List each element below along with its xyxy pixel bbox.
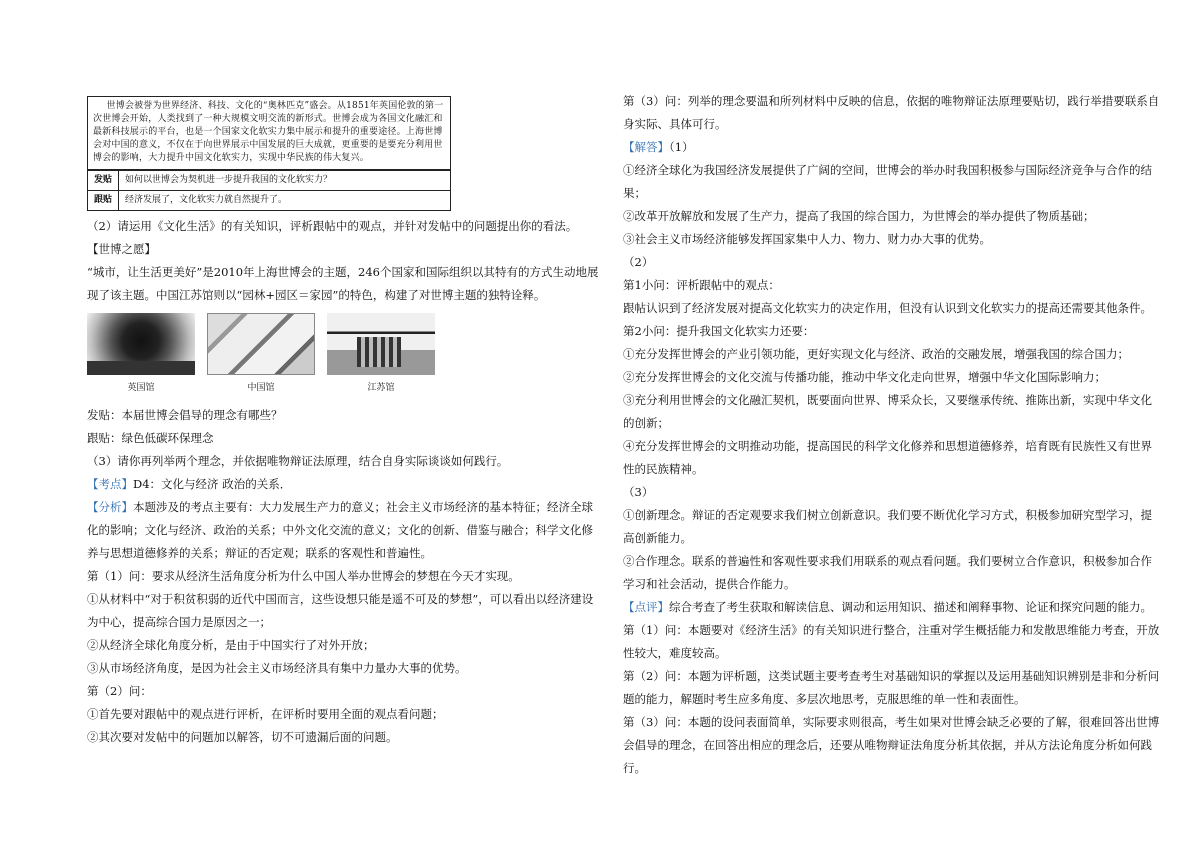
kaodian-line — [87, 473, 601, 496]
china-pavilion-image — [207, 313, 315, 375]
analysis-point: ②从经济全球化角度分析，是由于中国实行了对外开放； — [87, 638, 375, 652]
post-line: 发贴：本届世博会倡导的理念有哪些？ — [87, 408, 283, 422]
passage-row-text: 如何以世博会为契机进一步提升我国的文化软实力？ — [125, 175, 333, 185]
passage-row-label: 跟贴 — [88, 191, 119, 210]
answer-point: ②改革开放解放和发展了生产力，提高了我国的综合国力，为世博会的举办提供了物质基础； — [623, 209, 1095, 223]
pavilion-photos — [87, 313, 601, 400]
fenxi-tag: 【分析】 — [87, 500, 133, 514]
analysis-point: ②其次要对发帖中的问题加以解答，切不可遗漏后面的问题。 — [87, 730, 398, 744]
analysis-point: ③从市场经济角度，是因为社会主义市场经济具有集中力量办大事的优势。 — [87, 661, 467, 675]
analysis-q3: 第（3）问：列举的理念要温和所列材料中反映的信息，依据的唯物辩证法原理要贴切，践行举措要联系自身实际、具体可行。 — [623, 94, 1160, 131]
jieda-text: （1） — [669, 140, 694, 154]
photo-caption: 英国馆 — [127, 383, 155, 393]
analysis-q2: 第（2）问： — [87, 684, 152, 698]
photo-caption: 中国馆 — [247, 383, 275, 393]
photo-uk-pavilion — [87, 313, 195, 400]
scanned-passage-box — [87, 96, 451, 211]
question-3: （3）请你再列举两个理念，并依据唯物辩证法原理，结合自身实际谈谈如何践行。 — [87, 454, 509, 468]
analysis-point: ①首先要对跟帖中的观点进行评析，在评析时要用全面的观点看问题； — [87, 707, 444, 721]
photo-china-pavilion — [207, 313, 315, 400]
comment-q2: 第（2）问：本题为评析题，这类试题主要考查考生对基础知识的掌握以及运用基础知识辨别是非和分析问题的能力，解题时考生应多角度、多层次地思考，克服思维的单一性和表面性。 — [623, 669, 1160, 706]
answer-part-3: （3） — [623, 485, 654, 499]
kaodian-tag: 【考点】 — [87, 477, 133, 491]
comment-q1: 第（1）问：本题要对《经济生活》的有关知识进行整合，注重对学生概括能力和发散思维能力考查，开放性较大，难度较高。 — [623, 623, 1160, 660]
dianping-text: 综合考查了考生获取和解读信息、调动和运用知识、描述和阐释事物、论证和探究问题的能力。 — [669, 600, 1152, 614]
fenxi-text: 本题涉及的考点主要有：大力发展生产力的意义；社会主义市场经济的基本特征；经济全球化的影响；文化与经济、政治的关系；中外文化交流的意义；文化的创新、借鉴与融合；科学文化修养与思想道德修养的关系；辩证的否定观；联系的客观性和普遍性。 — [87, 500, 593, 560]
photo-jiangsu-pavilion — [327, 313, 435, 400]
answer-point: ①创新理念。辩证的否定观要求我们树立创新意识。我们要不断优化学习方式，积极参加研究型学习，提高创新能力。 — [623, 508, 1152, 545]
section-heading: 【世博之愿】 — [87, 242, 156, 256]
analysis-point: ①从材料中“对于积贫积弱的近代中国而言，这些设想只能是遥不可及的梦想”，可以看出以经济建设为中心，提高综合国力是原因之一； — [87, 592, 594, 629]
left-column — [87, 90, 601, 749]
passage-row-reply — [88, 190, 450, 210]
answer-point: ①经济全球化为我国经济发展提供了广阔的空间，世博会的举办时我国积极参与国际经济竞争与合作的结果； — [623, 163, 1152, 200]
uk-pavilion-image — [87, 313, 195, 375]
answer-point: ④充分发挥世博会的文明推动功能，提高国民的科学文化修养和思想道德修养，培育既有民族性又有世界性的民族精神。 — [623, 439, 1152, 476]
answer-point: ②充分发挥世博会的文化交流与传播功能，推动中华文化走向世界，增强中华文化国际影响力； — [623, 370, 1106, 384]
right-column — [623, 90, 1163, 780]
answer-point: ②合作理念。联系的普遍性和客观性要求我们用联系的观点看问题。我们要树立合作意识，积极参加合作学习和社会活动，提供合作能力。 — [623, 554, 1152, 591]
passage-body: 世博会被誉为世界经济、科技、文化的“奥林匹克”盛会。从1851年英国伦敦的第一次世博会开始，人类找到了一种大规模文明交流的新形式。世博会成为各国文化融汇和最新科技展示的平台，也是一个国家文化软实力集中展示和提升的重要途径。上海世博会对中国的意义，不仅在于向世界展示中国发展的巨大成就，更重要的是要充分利用世博会的影响，大力提升中国文化软实力，实现中华民族的伟大复兴。 — [88, 97, 450, 170]
jieda-line — [623, 136, 1163, 159]
photo-caption: 江苏馆 — [367, 383, 395, 393]
dianping-tag: 【点评】 — [623, 600, 669, 614]
answer-point: 跟帖认识到了经济发展对提高文化软实力的决定作用，但没有认识到文化软实力的提高还需要其他条件。 — [623, 301, 1152, 315]
answer-subq1: 第1小问：评析跟帖中的观点： — [623, 278, 780, 292]
question-2: （2）请运用《文化生活》的有关知识，评析跟帖中的观点，并针对发帖中的问题提出你的看法。 — [87, 219, 578, 233]
passage-row-text: 经济发展了，文化软实力就自然提升了。 — [125, 195, 288, 205]
fenxi-line — [87, 496, 601, 565]
answer-point: ③充分利用世博会的文化融汇契机，既要面向世界、博采众长，又要继承传统、推陈出新，实现中华文化的创新； — [623, 393, 1152, 430]
analysis-q1: 第（1）问：要求从经济生活角度分析为什么中国人举办世博会的梦想在今天才实现。 — [87, 569, 520, 583]
jiangsu-pavilion-image — [327, 313, 435, 375]
dianping-line — [623, 596, 1163, 619]
passage-row-label: 发贴 — [88, 171, 119, 190]
theme-paragraph: “城市，让生活更美好”是2010年上海世博会的主题，246个国家和国际组织以其特有的方式生动地展现了该主题。中国江苏馆则以“园林+园区＝家园”的特色，构建了对世博主题的独特诠释。 — [87, 265, 599, 302]
jieda-tag: 【解答】 — [623, 140, 669, 154]
passage-row-post — [88, 170, 450, 190]
answer-point: ①充分发挥世博会的产业引领功能，更好实现文化与经济、政治的交融发展，增强我国的综合国力； — [623, 347, 1129, 361]
answer-part-2: （2） — [623, 255, 654, 269]
reply-line: 跟贴：绿色低碳环保理念 — [87, 431, 214, 445]
kaodian-text: D4：文化与经济 政治的关系． — [133, 477, 292, 491]
answer-subq2: 第2小问：提升我国文化软实力还要： — [623, 324, 815, 338]
comment-q3: 第（3）问：本题的设问表面简单，实际要求则很高，考生如果对世博会缺乏必要的了解，很难回答出世博会倡导的理念，在回答出相应的理念后，还要从唯物辩证法角度分析其依据，并从方法论角度分析如何践行。 — [623, 715, 1160, 775]
answer-point: ③社会主义市场经济能够发挥国家集中人力、物力、财力办大事的优势。 — [623, 232, 991, 246]
